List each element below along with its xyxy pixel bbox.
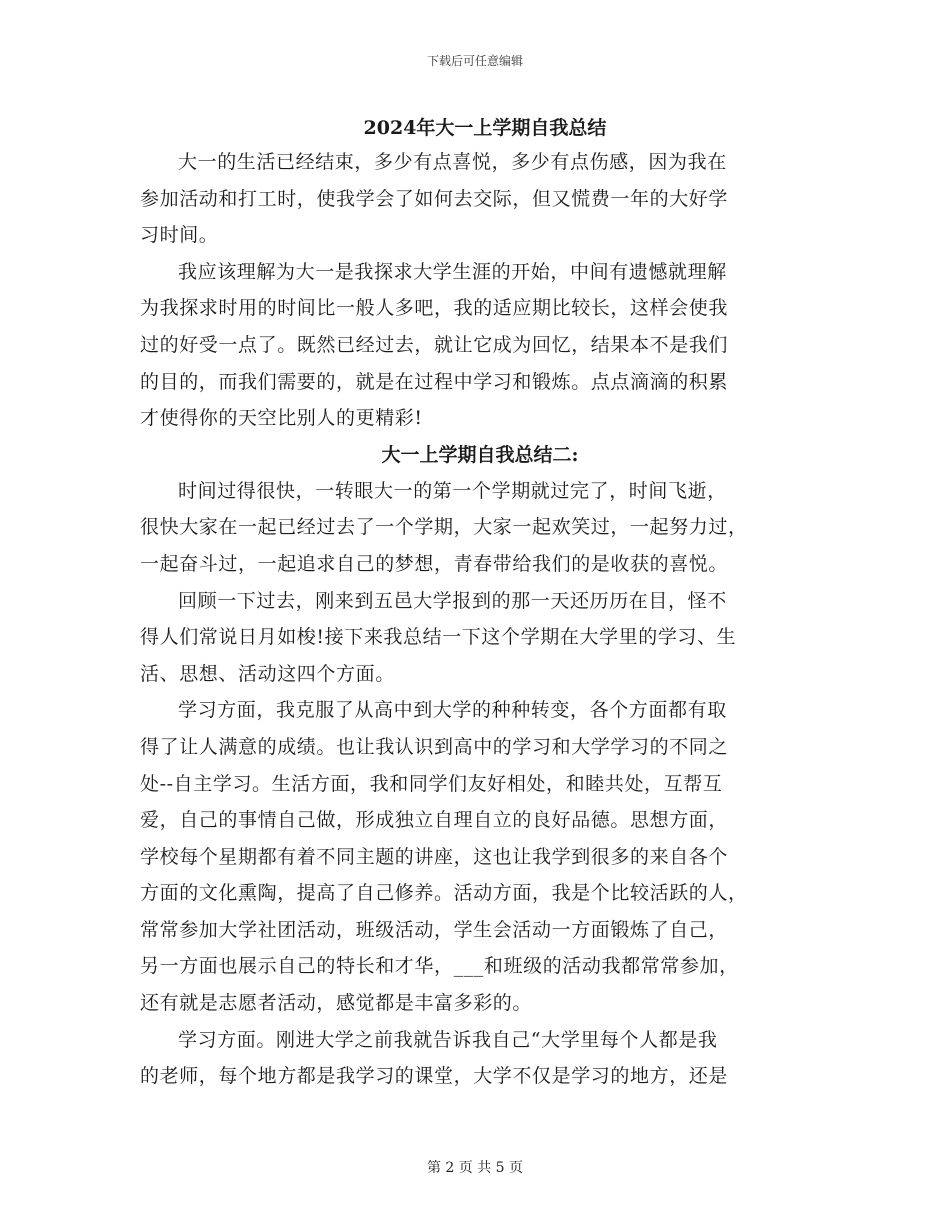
paragraph bbox=[140, 254, 810, 437]
document-body bbox=[140, 112, 810, 1095]
section-subtitle: 大一上学期自我总结二: bbox=[381, 443, 579, 466]
paragraph-line: 处--自主学习。生活方面，我和同学们友好相处，和睦共处，互帮互 bbox=[140, 772, 723, 795]
paragraph-line: 的目的，而我们需要的，就是在过程中学习和锻炼。点点滴滴的积累 bbox=[140, 370, 729, 393]
paragraph-line: 参加活动和打工时，使我学会了如何去交际，但又慌费一年的大好学 bbox=[140, 187, 729, 210]
paragraph-line: 学校每个星期都有着不同主题的讲座，这也让我学到很多的来自各个 bbox=[140, 845, 729, 868]
document-title: 2024年大一上学期自我总结 bbox=[363, 117, 607, 139]
paragraph-line: 学习方面。刚进大学之前我就告诉我自己“大学里每个人都是我 bbox=[178, 1028, 718, 1051]
page-footer: 第 2 页 共 5 页 bbox=[426, 1160, 524, 1176]
paragraph-line: 得了让人满意的成绩。也让我认识到高中的学习和大学学习的不同之 bbox=[140, 735, 729, 758]
section-two bbox=[140, 473, 810, 1095]
paragraph bbox=[140, 583, 810, 693]
paragraph-line: 方面的文化熏陶，提高了自己修养。活动方面，我是个比较活跃的人， bbox=[140, 882, 748, 905]
paragraph-line: 才使得你的天空比别人的更精彩! bbox=[140, 407, 423, 430]
page-header-note: 下载后可任意编辑 bbox=[426, 54, 523, 68]
section-one bbox=[140, 144, 810, 437]
paragraph-line: 学习方面，我克服了从高中到大学的种种转变，各个方面都有取 bbox=[178, 699, 727, 722]
paragraph bbox=[140, 473, 810, 583]
paragraph bbox=[140, 144, 810, 254]
paragraph-line: 还有就是志愿者活动，感觉都是丰富多彩的。 bbox=[140, 992, 533, 1015]
paragraph-line: 过的好受一点了。既然已经过去，就让它成为回忆，结果本不是我们 bbox=[140, 333, 729, 356]
paragraph-line: 很快大家在一起已经过去了一个学期，大家一起欢笑过，一起努力过， bbox=[140, 516, 748, 539]
paragraph-line: 为我探求时用的时间比一般人多吧，我的适应期比较长，这样会使我 bbox=[140, 297, 729, 320]
paragraph-line: 常常参加大学社团活动，班级活动，学生会活动一方面锻炼了自己， bbox=[140, 918, 729, 941]
paragraph bbox=[140, 1022, 810, 1095]
paragraph bbox=[140, 692, 810, 1021]
paragraph-line: 另一方面也展示自己的特长和才华，___和班级的活动我都常常参加， bbox=[140, 955, 739, 978]
paragraph-line: 活、思想、活动这四个方面。 bbox=[140, 662, 395, 685]
paragraph-line: 得人们常说日月如梭!接下来我总结一下这个学期在大学里的学习、生 bbox=[140, 626, 737, 649]
paragraph-line: 的老师，每个地方都是我学习的课堂，大学不仅是学习的地方，还是 bbox=[140, 1065, 729, 1088]
paragraph-line: 时间过得很快，一转眼大一的第一个学期就过完了，时间飞逝， bbox=[178, 479, 727, 502]
paragraph-line: 我应该理解为大一是我探求大学生涯的开始，中间有遗憾就理解 bbox=[178, 260, 727, 283]
paragraph-line: 大一的生活已经结束，多少有点喜悦，多少有点伤感，因为我在 bbox=[178, 151, 727, 173]
paragraph-line: 一起奋斗过，一起追求自己的梦想，青春带给我们的是收获的喜悦。 bbox=[140, 552, 729, 575]
paragraph-line: 爱，自己的事情自己做，形成独立自理自立的良好品德。思想方面， bbox=[140, 809, 729, 832]
paragraph-line: 习时间。 bbox=[140, 224, 219, 247]
paragraph-line: 回顾一下过去，刚来到五邑大学报到的那一天还历历在目，怪不 bbox=[178, 589, 727, 612]
